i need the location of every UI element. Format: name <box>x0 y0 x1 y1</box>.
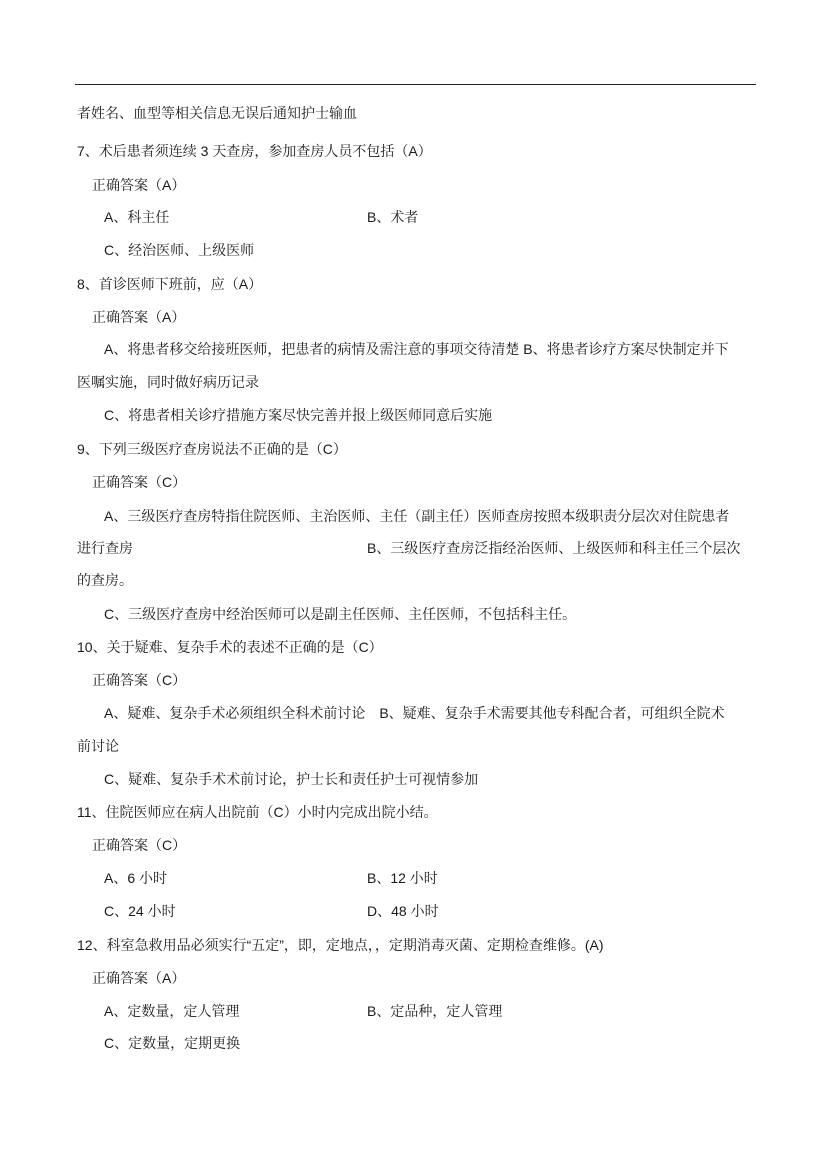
header-rule <box>75 84 756 85</box>
question-10: 10、关于疑难、复杂手术的表述不正确的是（C） <box>77 639 383 655</box>
option-9a: A、三级医疗查房特指住院医师、主治医师、主任（副主任）医师查房按照本级职责分层次对住院患者 <box>104 508 730 524</box>
answer-10: 正确答案（C） <box>92 672 187 688</box>
option-12a: A、定数量，定人管理 <box>104 1003 240 1019</box>
option-11c: C、24 小时 <box>104 903 176 919</box>
option-11d: D、48 小时 <box>367 903 439 919</box>
question-11: 11、住院医师应在病人出院前（C）小时内完成出院小结。 <box>77 804 438 820</box>
answer-7: 正确答案（A） <box>92 177 186 193</box>
option-8c: C、将患者相关诊疗措施方案尽快完善并报上级医师同意后实施 <box>104 407 493 423</box>
option-12c: C、定数量，定期更换 <box>104 1035 241 1051</box>
option-10c: C、疑难、复杂手术术前讨论，护士长和责任护士可视情参加 <box>104 771 479 787</box>
option-9a-cont: 进行查房 <box>77 540 133 556</box>
option-9c: C、三级医疗查房中经治医师可以是副主任医师、主任医师，不包括科主任。 <box>104 606 577 622</box>
answer-8: 正确答案（A） <box>92 309 186 325</box>
answer-9: 正确答案（C） <box>92 474 187 490</box>
option-7a: A、科主任 <box>104 209 170 225</box>
option-8b-cont: 医嘱实施，同时做好病历记录 <box>77 374 259 390</box>
option-9b: B、三级医疗查房泛指经治医师、上级医师和科主任三个层次 <box>367 540 741 556</box>
option-10ab: A、疑难、复杂手术必须组织全科术前讨论 B、疑难、复杂手术需要其他专科配合者，可组织全院术 <box>104 705 725 721</box>
option-7b: B、术者 <box>367 209 419 225</box>
option-12b: B、定品种，定人管理 <box>367 1003 503 1019</box>
option-8ab: A、将患者移交给接班医师，把患者的病情及需注意的事项交待清楚 B、将患者诊疗方案尽快制定并下 <box>104 341 729 357</box>
question-12: 12、科室急救用品必须实行“五定”，即，定地点，，定期消毒灭菌、定期检查维修。(A) <box>77 937 604 953</box>
question-7: 7、术后患者须连续 3 天查房，参加查房人员不包括（A） <box>77 143 432 159</box>
option-10b-cont: 前讨论 <box>77 738 119 754</box>
question-8: 8、首诊医师下班前，应（A） <box>77 276 263 292</box>
option-11a: A、6 小时 <box>104 870 168 886</box>
option-7c: C、经治医师、上级医师 <box>104 242 255 258</box>
answer-11: 正确答案（C） <box>92 837 187 853</box>
answer-12: 正确答案（A） <box>92 970 186 986</box>
continued-text: 者姓名、血型等相关信息无误后通知护士输血 <box>77 105 357 121</box>
question-9: 9、下列三级医疗查房说法不正确的是（C） <box>77 441 347 457</box>
option-11b: B、12 小时 <box>367 870 438 886</box>
option-9b-cont: 的查房。 <box>77 572 133 588</box>
